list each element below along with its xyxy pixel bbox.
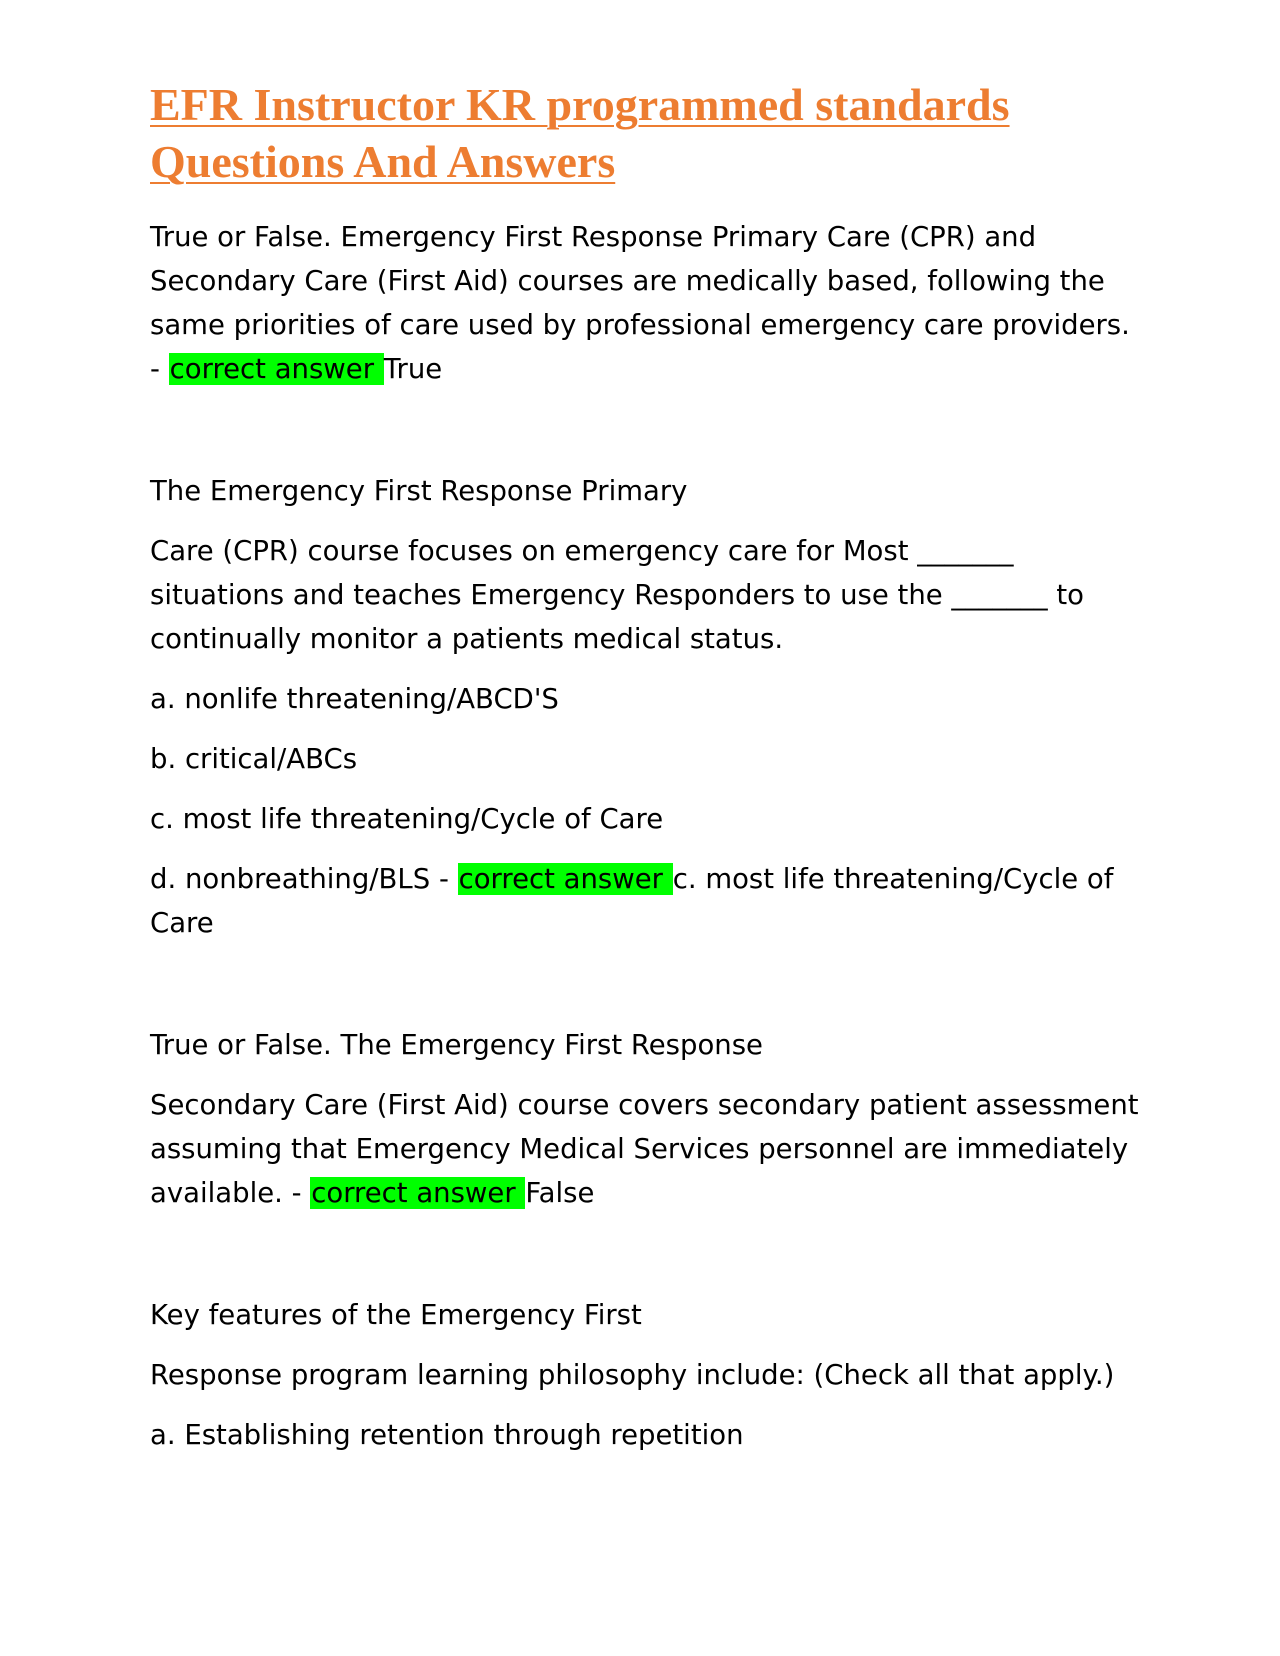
title-line-2: Questions And Answers — [150, 136, 616, 187]
question-2-option-a: a. nonlife threatening/ABCD'S — [150, 683, 559, 715]
question-2-text: Care (CPR) course focuses on emergency care for Most _______ situations and teaches Emergency Responders to use the _______ to continually monitor a patients medical status. — [150, 535, 1085, 655]
question-3-answer: False — [525, 1177, 595, 1209]
question-2-option-b: b. critical/ABCs — [150, 743, 358, 775]
question-3-lead: True or False. The Emergency First Response — [150, 1029, 763, 1061]
question-1 — [150, 215, 1140, 391]
question-1-answer: True — [383, 353, 443, 385]
question-2-option-d — [150, 857, 1140, 945]
question-2-lead: The Emergency First Response Primary — [150, 475, 688, 507]
correct-answer-highlight: correct answer — [169, 353, 383, 385]
question-4-lead: Key features of the Emergency First — [150, 1299, 642, 1331]
question-3 — [150, 1083, 1140, 1215]
title-line-1: EFR Instructor KR programmed standards — [150, 79, 1010, 130]
question-1-text: True or False. Emergency First Response Primary Care (CPR) and Secondary Care (First Aid) courses are medically based, following the same priorities of care used by professional emergency care providers. - — [150, 221, 1130, 385]
correct-answer-highlight: correct answer — [458, 863, 672, 895]
question-2-option-d-text: d. nonbreathing/BLS - — [150, 863, 458, 895]
question-2-answer: c. most life threatening/Cycle of Care — [150, 863, 1114, 939]
document-page — [150, 76, 1140, 1457]
question-2-option-c: c. most life threatening/Cycle of Care — [150, 803, 664, 835]
question-4-text: Response program learning philosophy include: (Check all that apply.) — [150, 1359, 1115, 1391]
document-title — [150, 76, 1140, 190]
question-3-text: Secondary Care (First Aid) course covers secondary patient assessment assuming that Emergency Medical Services personnel are immediately available. - — [150, 1089, 1139, 1209]
correct-answer-highlight: correct answer — [311, 1177, 525, 1209]
question-4-option-a: a. Establishing retention through repetition — [150, 1419, 744, 1451]
